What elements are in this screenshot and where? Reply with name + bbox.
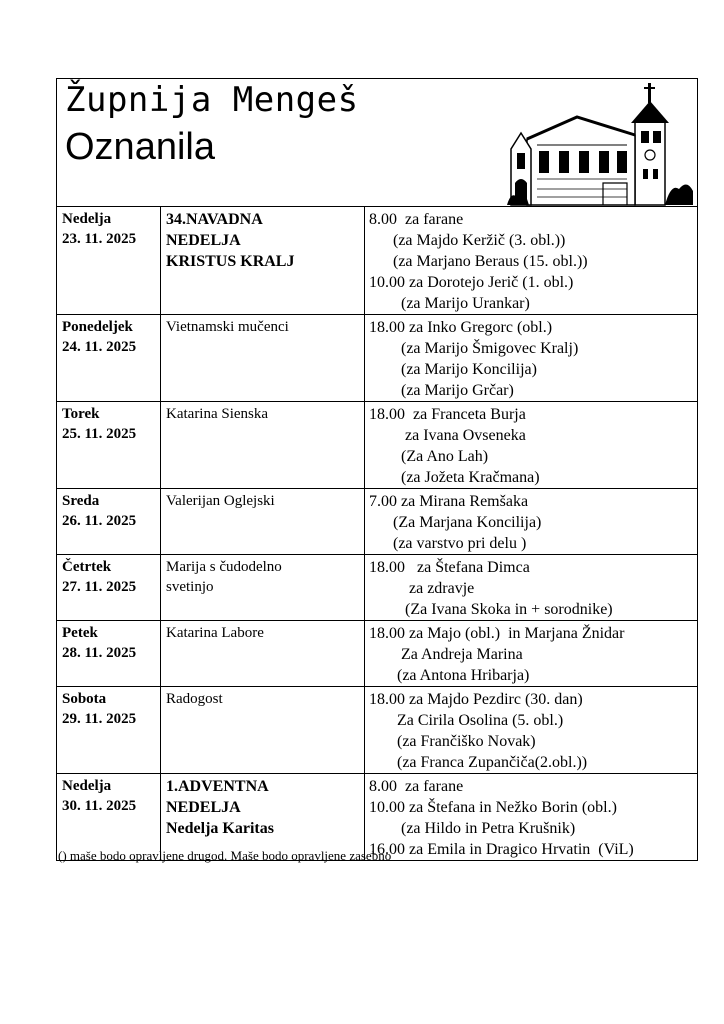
- day-name: Četrtek: [62, 559, 112, 575]
- feast-line: Katarina Labore: [166, 625, 264, 641]
- masses-cell: [365, 555, 698, 621]
- day-date: 24. 11. 2025: [62, 339, 137, 355]
- day-date: 27. 11. 2025: [62, 579, 137, 595]
- feast-line: NEDELJA: [166, 232, 241, 249]
- feast-line: 1.ADVENTNA: [166, 778, 269, 795]
- announcement-sheet: [56, 78, 698, 861]
- day-name: Nedelja: [62, 211, 112, 227]
- feast-cell: [161, 315, 365, 402]
- mass-intention: (Za Ivana Skoka in + sorodnike): [369, 601, 613, 618]
- mass-intention: (za Jožeta Kračmana): [369, 469, 540, 486]
- masses-cell: [365, 207, 698, 315]
- masses-cell: [365, 687, 698, 774]
- feast-line: Nedelja Karitas: [166, 820, 274, 837]
- feast-cell: [161, 687, 365, 774]
- day-name: Petek: [62, 625, 98, 641]
- mass-intention: 18.00 za Majdo Pezdirc (30. dan): [369, 691, 583, 708]
- mass-intention: (za Marijo Urankar): [369, 295, 530, 312]
- feast-cell: [161, 402, 365, 489]
- day-cell: [57, 402, 161, 489]
- feast-line: 34.NAVADNA: [166, 211, 263, 228]
- schedule-row: [57, 402, 698, 489]
- mass-intention: Za Andreja Marina: [369, 646, 523, 663]
- mass-intention: (za Frančiško Novak): [369, 733, 536, 750]
- mass-intention: 10.00 za Štefana in Nežko Borin (obl.): [369, 799, 617, 816]
- header: [56, 78, 698, 206]
- day-name: Nedelja: [62, 778, 112, 794]
- mass-intention: 18.00 za Štefana Dimca: [369, 559, 530, 576]
- masses-cell: [365, 315, 698, 402]
- feast-line: Valerijan Oglejski: [166, 493, 275, 509]
- mass-intention: 8.00 za farane: [369, 211, 464, 228]
- masses-cell: [365, 402, 698, 489]
- schedule-row: [57, 621, 698, 687]
- day-name: Torek: [62, 406, 100, 422]
- parish-title: Župnija Mengeš: [65, 80, 359, 120]
- day-cell: [57, 621, 161, 687]
- day-date: 29. 11. 2025: [62, 711, 137, 727]
- feast-line: svetinjo: [166, 579, 214, 595]
- mass-intention: (za Marijo Šmigovec Kralj): [369, 340, 579, 357]
- feast-line: Vietnamski mučenci: [166, 319, 289, 335]
- day-cell: [57, 555, 161, 621]
- mass-intention: (za varstvo pri delu ): [369, 535, 527, 552]
- day-date: 25. 11. 2025: [62, 426, 137, 442]
- page-subtitle: Oznanila: [65, 126, 215, 168]
- schedule-row: [57, 555, 698, 621]
- mass-intention: 18.00 za Franceta Burja: [369, 406, 526, 423]
- mass-intention: za zdravje: [369, 580, 475, 597]
- mass-intention: 18.00 za Inko Gregorc (obl.): [369, 319, 553, 336]
- mass-intention: (za Majdo Keržič (3. obl.)): [369, 232, 566, 249]
- mass-intention: 16.00 za Emila in Dragico Hrvatin (ViL): [369, 841, 634, 858]
- schedule-row: [57, 489, 698, 555]
- schedule-row: [57, 207, 698, 315]
- mass-intention: 18.00 za Majo (obl.) in Marjana Žnidar: [369, 625, 625, 642]
- mass-intention: 7.00 za Mirana Remšaka: [369, 493, 529, 510]
- masses-cell: [365, 774, 698, 861]
- day-date: 28. 11. 2025: [62, 645, 137, 661]
- day-cell: [57, 489, 161, 555]
- feast-cell: [161, 555, 365, 621]
- schedule-row: [57, 315, 698, 402]
- mass-intention: (za Antona Hribarja): [369, 667, 530, 684]
- mass-intention: (za Marijo Grčar): [369, 382, 514, 399]
- mass-intention: 8.00 za farane: [369, 778, 464, 795]
- feast-line: NEDELJA: [166, 799, 241, 816]
- day-name: Sreda: [62, 493, 100, 509]
- feast-line: Radogost: [166, 691, 223, 707]
- mass-intention: (za Franca Zupančiča(2.obl.)): [369, 754, 588, 771]
- feast-line: Katarina Sienska: [166, 406, 269, 422]
- mass-intention: Za Cirila Osolina (5. obl.): [369, 712, 564, 729]
- footnote: () maše bodo opravljene drugod. Maše bodo opravljene zasebno: [58, 848, 392, 863]
- mass-intention: 10.00 za Dorotejo Jerič (1. obl.): [369, 274, 574, 291]
- feast-line: Marija s čudodelno: [166, 559, 282, 575]
- mass-intention: (Za Ano Lah): [369, 448, 489, 465]
- mass-intention: za Ivana Ovseneka: [369, 427, 526, 444]
- masses-cell: [365, 489, 698, 555]
- feast-line: KRISTUS KRALJ: [166, 253, 295, 270]
- church-illustration: [507, 79, 693, 207]
- day-cell: [57, 315, 161, 402]
- schedule-row: [57, 687, 698, 774]
- day-name: Sobota: [62, 691, 107, 707]
- masses-cell: [365, 621, 698, 687]
- day-cell: [57, 687, 161, 774]
- schedule-table: [56, 206, 698, 861]
- mass-intention: (Za Marjana Koncilija): [369, 514, 542, 531]
- feast-cell: [161, 621, 365, 687]
- day-cell: [57, 207, 161, 315]
- mass-intention: (za Marjano Beraus (15. obl.)): [369, 253, 588, 270]
- day-name: Ponedeljek: [62, 319, 133, 335]
- mass-intention: (za Marijo Koncilija): [369, 361, 537, 378]
- feast-cell: [161, 489, 365, 555]
- mass-intention: (za Hildo in Petra Krušnik): [369, 820, 576, 837]
- day-date: 26. 11. 2025: [62, 513, 137, 529]
- day-date: 30. 11. 2025: [62, 798, 137, 814]
- feast-cell: [161, 207, 365, 315]
- day-date: 23. 11. 2025: [62, 231, 137, 247]
